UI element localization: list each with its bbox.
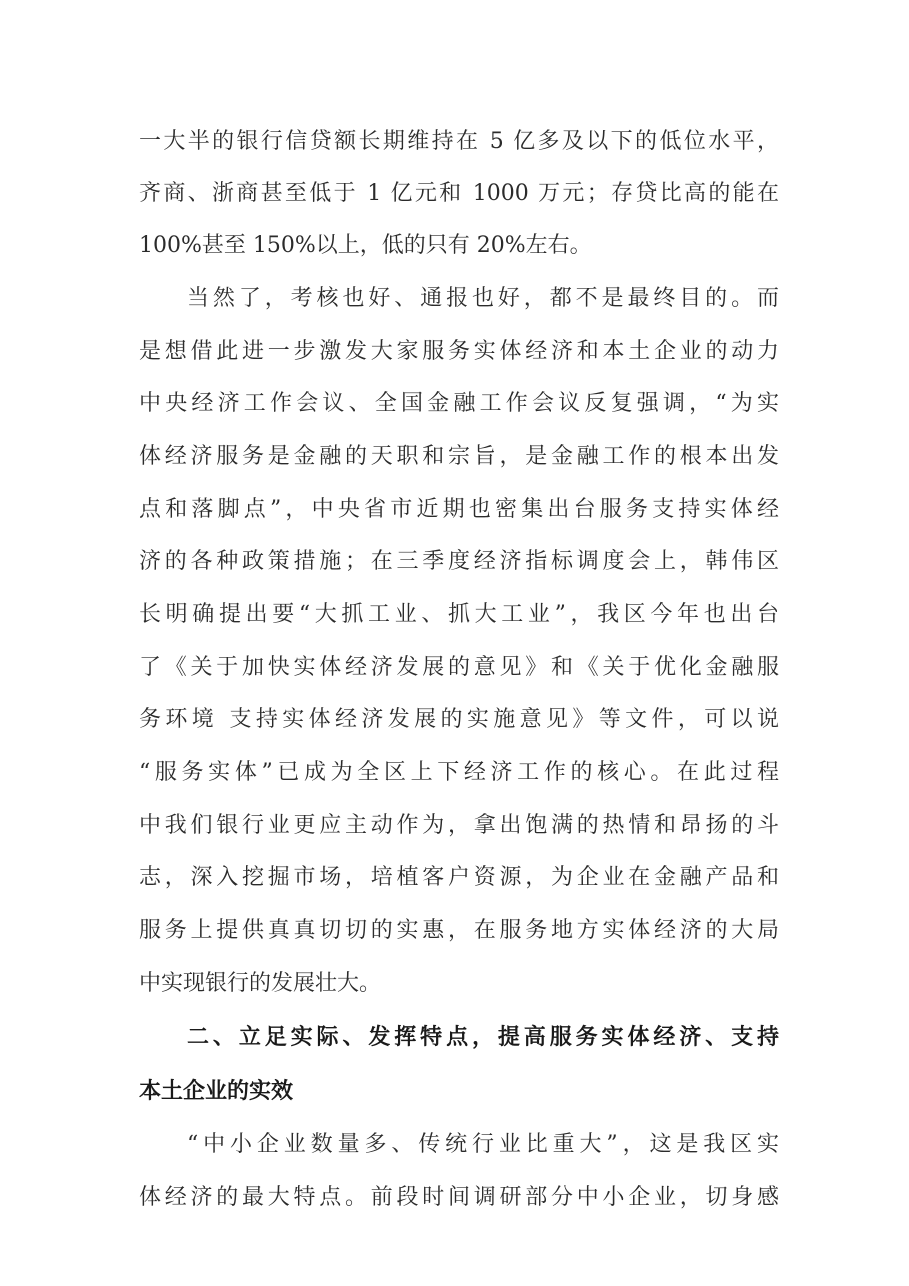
section-heading-continued: 本土企业的实效 bbox=[139, 1079, 294, 1104]
paragraph-first-line: “中小企业数量多、传统行业比重大”，这是我区实 bbox=[187, 1132, 779, 1157]
text-line: 中实现银行的发展壮大。 bbox=[139, 971, 382, 996]
text-line: 体经济服务是金融的天职和宗旨，是金融工作的根本出发 bbox=[139, 444, 779, 469]
text-line: 志，深入挖掘市场，培植客户资源，为企业在金融产品和 bbox=[139, 865, 779, 890]
text-line: 齐商、浙商甚至低于 1 亿元和 1000 万元；存贷比高的能在 bbox=[139, 181, 779, 206]
text-line: 中我们银行业更应主动作为，拿出饱满的热情和昂扬的斗 bbox=[139, 813, 779, 838]
text-line: 长明确提出要“大抓工业、抓大工业”，我区今年也出台 bbox=[139, 602, 779, 627]
text-line: “服务实体”已成为全区上下经济工作的核心。在此过程 bbox=[139, 760, 779, 785]
text-line: 体经济的最大特点。前段时间调研部分中小企业，切身感 bbox=[139, 1185, 779, 1210]
text-line: 了《关于加快实体经济发展的意见》和《关于优化金融服 bbox=[139, 655, 779, 680]
text-line: 服务上提供真真切切的实惠，在服务地方实体经济的大局 bbox=[139, 918, 779, 943]
paragraph-first-line: 当然了，考核也好、通报也好，都不是最终目的。而 bbox=[187, 286, 779, 311]
text-line: 100%甚至 150%以上，低的只有 20%左右。 bbox=[139, 233, 592, 258]
text-line: 中央经济工作会议、全国金融工作会议反复强调，“为实 bbox=[139, 391, 779, 416]
text-line: 济的各种政策措施；在三季度经济指标调度会上，韩伟区 bbox=[139, 549, 779, 574]
text-line: 是想借此进一步激发大家服务实体经济和本土企业的动力 bbox=[139, 339, 779, 364]
section-heading: 二、立足实际、发挥特点，提高服务实体经济、支持 bbox=[187, 1025, 779, 1050]
text-line: 点和落脚点”，中央省市近期也密集出台服务支持实体经 bbox=[139, 497, 779, 522]
text-line: 一大半的银行信贷额长期维持在 5 亿多及以下的低位水平， bbox=[139, 129, 779, 154]
text-line: 务环境 支持实体经济发展的实施意见》等文件，可以说 bbox=[139, 707, 779, 732]
